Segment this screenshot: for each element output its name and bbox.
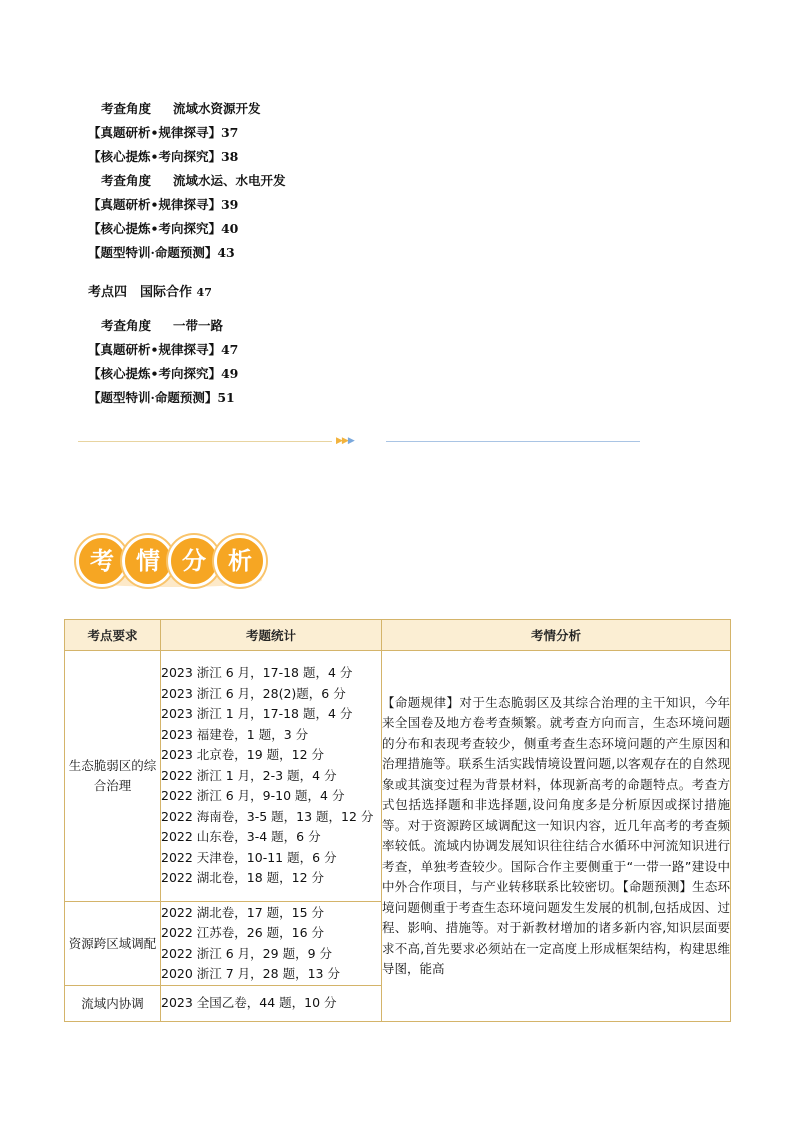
stats-line: 2020 浙江 7 月，28 题，13 分	[161, 966, 340, 981]
stats-line: 2023 浙江 6 月，17-18 题，4 分	[161, 665, 353, 681]
stats-cell	[161, 902, 382, 986]
exam-analysis-table	[64, 619, 731, 1022]
analysis-cell: 【命题规律】对于生态脆弱区及其综合治理的主干知识，今年来全国卷及地方卷考查频繁。就考查方向而言，生态环境问题的分布和表现考查较少，侧重考查生态环境问题的产生原因和治理措施等。联系生活实践情境设置问题,以客观存在的自然现象或其演变过程为背景材料，体现新高考的命题特点。考查方式包括选择题和非选择题,设问角度多是分析原因或探讨措施等。对于资源跨区域调配这一知识内容，近几年高考的考查频率较低。流域内协调发展知识往往结合水循环中河流知识进行考查，单独考查较少。国际合作主要侧重于“一带一路”建设中中外合作项目，与产业转移联系比较密切。【命题预测】生态环境问题侧重于考查生态环境问题发生发展的机制,包括成因、过程、影响、措施等。对于新教材增加的诸多新内容,知识层面要求不高,首先要求必须站在一定高度上形成框架结构，构建思维导图，能高	[382, 651, 731, 1022]
header-analysis: 考情分析	[382, 620, 731, 651]
toc-entry[interactable]: 【核心提炼•考向探究】38	[88, 149, 239, 164]
badge-char: 析	[214, 535, 266, 587]
requirement-cell: 流域内协调	[65, 986, 161, 1022]
divider-line-left	[78, 441, 332, 442]
table-header-row	[65, 620, 731, 651]
header-stats: 考题统计	[161, 620, 382, 651]
stats-line: 2023 北京卷，19 题，12 分	[161, 747, 325, 763]
toc-entry[interactable]: 【真题研析•规律探寻】47	[88, 342, 239, 357]
section-divider	[78, 434, 640, 448]
toc-angle-title: 流域水资源开发	[173, 101, 261, 116]
toc-section-page: 47	[196, 286, 212, 299]
badge-char: 考	[76, 535, 128, 587]
arrows-icon: ▶▶▶	[336, 436, 354, 446]
stats-line: 2022 天津卷，10-11 题，6 分	[161, 849, 337, 865]
stats-line: 2022 浙江 1 月，2-3 题，4 分	[161, 767, 337, 783]
toc-angle-title: 一带一路	[173, 318, 224, 333]
toc-angle-label: 考查角度	[101, 318, 152, 333]
toc-entry[interactable]: 【核心提炼•考向探究】40	[88, 221, 239, 236]
stats-line: 2023 浙江 1 月，17-18 题，4 分	[161, 706, 353, 722]
stats-cell	[161, 986, 382, 1022]
toc-angle-label: 考查角度	[101, 173, 152, 188]
stats-line: 2022 浙江 6 月，29 题，9 分	[161, 945, 332, 961]
toc-entry[interactable]: 【真题研析•规律探寻】39	[88, 197, 239, 212]
stats-line: 2023 全国乙卷，44 题，10 分	[161, 995, 337, 1011]
divider-line-right	[386, 441, 640, 442]
stats-cell	[161, 651, 382, 902]
toc-entry[interactable]: 【真题研析•规律探寻】37	[88, 125, 239, 140]
toc-section-4[interactable]	[88, 285, 212, 301]
badge-char: 情	[122, 535, 174, 587]
toc-angle-3[interactable]	[101, 318, 223, 334]
requirement-cell: 生态脆弱区的综合治理	[65, 651, 161, 902]
toc-entry[interactable]: 【题型特训·命题预测】43	[88, 245, 235, 260]
section-badge	[76, 533, 266, 593]
toc-section-title: 考点四 国际合作	[88, 285, 193, 300]
stats-line: 2022 江苏卷，26 题，16 分	[161, 925, 325, 940]
toc-angle-1[interactable]	[101, 101, 261, 117]
requirement-cell: 资源跨区域调配	[65, 902, 161, 986]
header-requirement: 考点要求	[65, 620, 161, 651]
toc-entry[interactable]: 【核心提炼•考向探究】49	[88, 366, 239, 381]
stats-line: 2022 湖北卷，17 题，15 分	[161, 904, 325, 920]
table-row	[65, 651, 731, 902]
stats-line: 2023 浙江 6 月，28(2)题，6 分	[161, 685, 346, 701]
toc-entry[interactable]: 【题型特训·命题预测】51	[88, 390, 235, 405]
stats-line: 2022 湖北卷，18 题，12 分	[161, 870, 325, 886]
badge-char: 分	[168, 535, 220, 587]
stats-line: 2022 山东卷，3-4 题，6 分	[161, 829, 321, 845]
toc-angle-2[interactable]	[101, 173, 286, 189]
stats-line: 2022 海南卷，3-5 题，13 题，12 分	[161, 808, 374, 824]
toc-angle-label: 考查角度	[101, 101, 152, 116]
stats-line: 2023 福建卷，1 题，3 分	[161, 726, 309, 742]
stats-line: 2022 浙江 6 月，9-10 题，4 分	[161, 788, 345, 804]
toc-angle-title: 流域水运、水电开发	[173, 173, 286, 188]
